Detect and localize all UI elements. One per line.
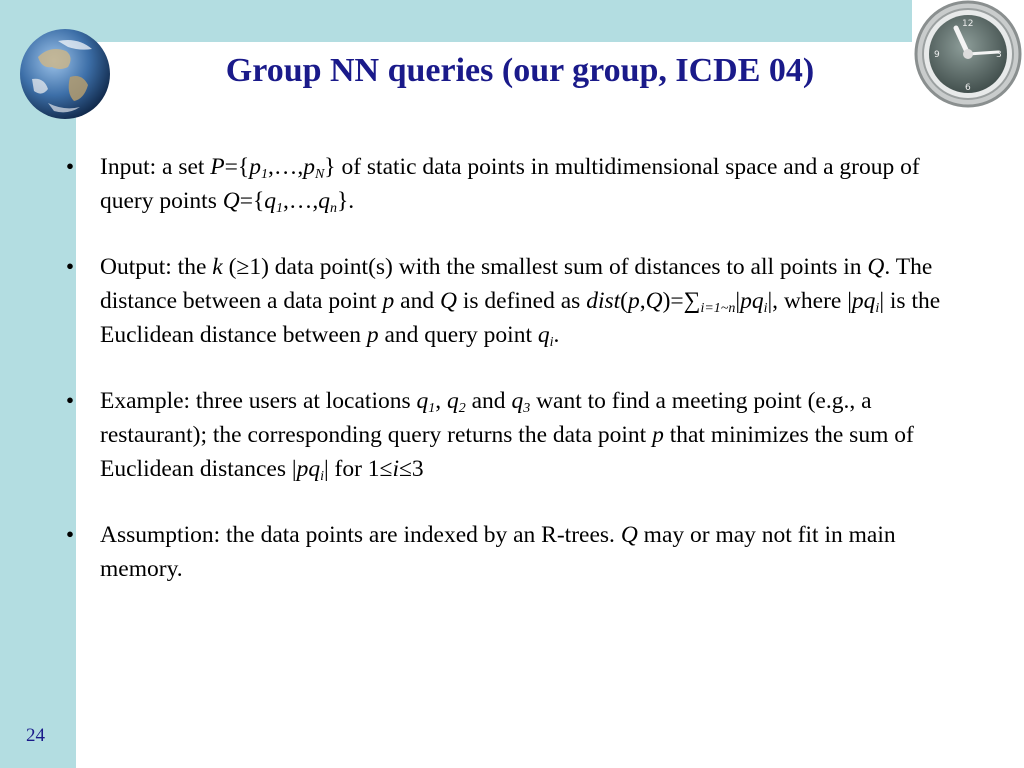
bullet-example: • Example: three users at locations $q_1$, $q_2$ and $q_3$ want to find a meeting point (e.g., a restaurant); the corresponding query returns the data point p that minimizes the sum of Euclidean distances $|pq_i|$ for 1≤i≤3: [60, 384, 960, 486]
top-decorative-bar: [76, 0, 912, 42]
slide-title: Group NN queries (our group, ICDE 04): [225, 52, 815, 89]
bullet-output: • Output: the k (≥1) data point(s) with the smallest sum of distances to all points in Q. The distance between a data point p and Q is defined as $dist(p,Q)=\sum_{i=1\sim n}|pq_i|$, where $|pq_i|$ is the Euclidean distance between p and query point $q_i$.: [60, 250, 960, 352]
svg-text:12: 12: [962, 19, 974, 29]
bullet-assumption: • Assumption: the data points are indexed by an R-trees. Q may or may not fit in main memory.: [60, 518, 960, 586]
svg-text:9: 9: [934, 50, 940, 60]
svg-text:3: 3: [996, 50, 1002, 60]
svg-text:6: 6: [965, 83, 971, 93]
bullet-list: [60, 150, 960, 618]
clock-icon: [912, 0, 1024, 112]
bullet-marker: •: [65, 522, 75, 548]
globe-icon: [18, 27, 112, 121]
bullet-marker: •: [65, 254, 75, 280]
bullet-input: • Input: a set $P=\{p_1,\dots,p_N\}$ of static data points in multidimensional space and a group of query points $Q=\{q_1,\dots,q_n\}$.: [60, 150, 960, 218]
bullet-marker: •: [65, 388, 75, 414]
bullet-marker: •: [65, 154, 75, 180]
page-number: 24: [26, 725, 45, 746]
